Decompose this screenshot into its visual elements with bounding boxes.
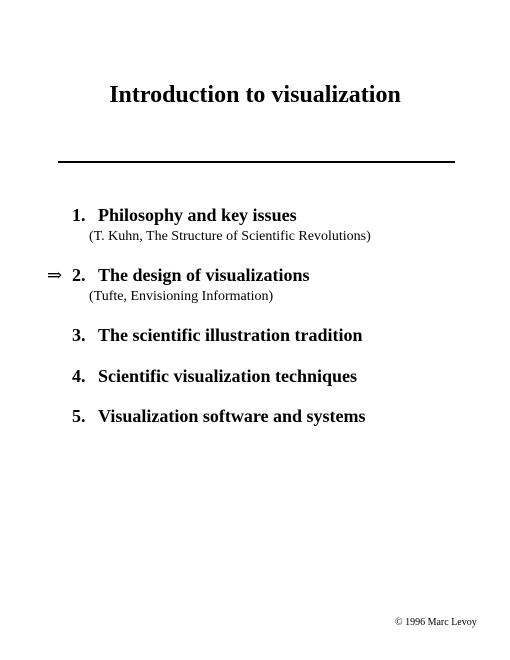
current-topic-arrow-icon: ⇒	[47, 265, 63, 285]
outline-item-number: 1.	[72, 205, 86, 225]
title-divider	[58, 161, 455, 163]
outline-item-5	[72, 405, 366, 427]
outline-item-2	[72, 264, 310, 286]
outline-item-text: The design of visualizations	[98, 265, 310, 285]
outline-item-reference: (Tufte, Envisioning Information)	[89, 289, 274, 304]
outline-item-number: 2.	[72, 265, 86, 285]
outline-item-4	[72, 365, 357, 387]
outline-item-reference: (T. Kuhn, The Structure of Scientific Revolutions)	[89, 229, 371, 244]
outline-item-3	[72, 324, 363, 346]
outline-item-1	[72, 204, 297, 226]
slide-title: Introduction to visualization	[109, 82, 401, 108]
outline-item-text: Visualization software and systems	[98, 406, 366, 426]
outline-item-text: Scientific visualization techniques	[98, 366, 358, 386]
copyright-footer: © 1996 Marc Levoy	[395, 617, 477, 628]
outline-item-text: Philosophy and key issues	[98, 205, 297, 225]
outline-item-number: 3.	[72, 325, 86, 345]
outline-item-number: 4.	[72, 366, 86, 386]
outline-item-text: The scientific illustration tradition	[98, 325, 363, 345]
outline-item-number: 5.	[72, 406, 86, 426]
